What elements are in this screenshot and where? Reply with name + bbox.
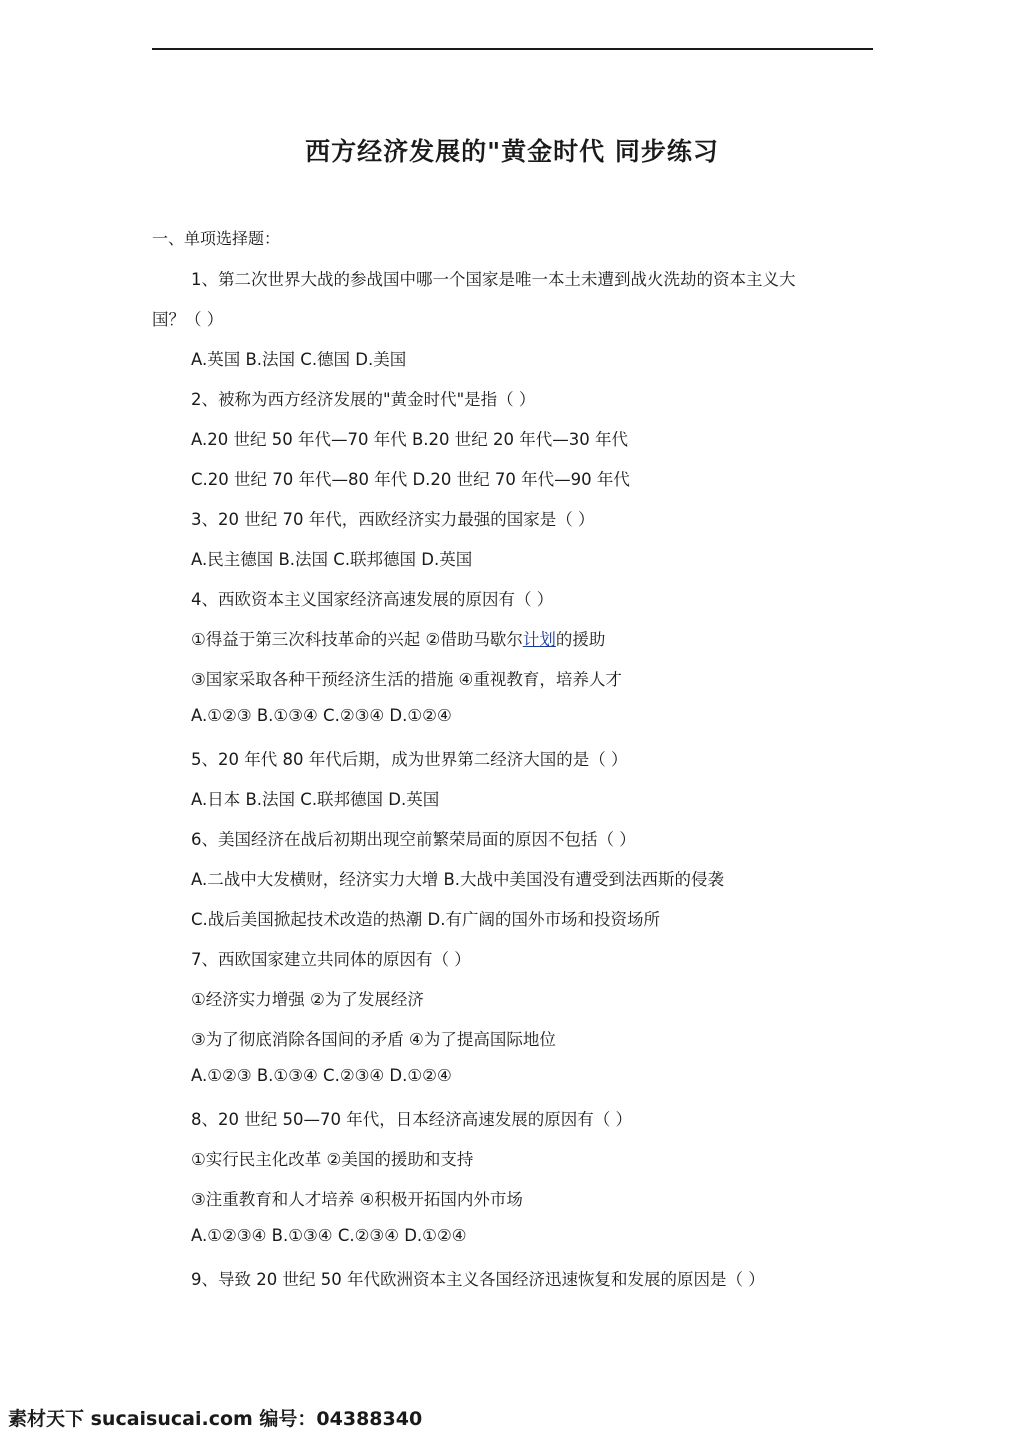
question-4-item-1-text: ①得益于第三次科技革命的兴起 ②借助马歇尔	[191, 630, 523, 649]
question-3-options: A.民主德国 B.法国 C.联邦德国 D.英国	[191, 550, 473, 569]
question-7-item-1: ①经济实力增强 ②为了发展经济	[191, 990, 424, 1009]
question-4-item-2: ③国家采取各种干预经济生活的措施 ④重视教育，培养人才	[191, 670, 622, 689]
question-1-line-1: 1、第二次世界大战的参战国中哪一个国家是唯一本土未遭到战火洗劫的资本主义大	[191, 270, 796, 289]
question-6-options-2: C.战后美国掀起技术改造的热潮 D.有广阔的国外市场和投资场所	[191, 910, 660, 929]
question-1-line-2: 国？（ ）	[152, 310, 224, 329]
question-4-item-1-suffix: 的援助	[555, 630, 606, 649]
question-5-options: A.日本 B.法国 C.联邦德国 D.英国	[191, 790, 440, 809]
question-1-options: A.英国 B.法国 C.德国 D.美国	[191, 350, 407, 369]
question-8-item-2: ③注重教育和人才培养 ④积极开拓国内外市场	[191, 1190, 523, 1209]
question-4-item-1	[191, 626, 605, 650]
question-3-stem: 3、20 世纪 70 年代，西欧经济实力最强的国家是（ ）	[191, 510, 595, 529]
question-5-stem: 5、20 年代 80 年代后期，成为世界第二经济大国的是（ ）	[191, 750, 628, 769]
question-2-options-1: A.20 世纪 50 年代—70 年代 B.20 世纪 20 年代—30 年代	[191, 430, 628, 449]
plan-link[interactable]: 计划	[522, 630, 556, 649]
question-7-item-2: ③为了彻底消除各国间的矛盾 ④为了提高国际地位	[191, 1030, 556, 1049]
page-title: 西方经济发展的"黄金时代 同步练习	[305, 137, 719, 166]
question-9-stem: 9、导致 20 世纪 50 年代欧洲资本主义各国经济迅速恢复和发展的原因是（ ）	[191, 1270, 765, 1289]
question-8-options: A.①②③④ B.①③④ C.②③④ D.①②④	[191, 1226, 467, 1245]
header-rule	[152, 48, 873, 50]
question-8-item-1: ①实行民主化改革 ②美国的援助和支持	[191, 1150, 474, 1169]
question-7-stem: 7、西欧国家建立共同体的原因有（ ）	[191, 950, 471, 969]
question-7-options: A.①②③ B.①③④ C.②③④ D.①②④	[191, 1066, 452, 1085]
question-2-options-2: C.20 世纪 70 年代—80 年代 D.20 世纪 70 年代—90 年代	[191, 470, 630, 489]
question-6-options-1: A.二战中大发横财，经济实力大增 B.大战中美国没有遭受到法西斯的侵袭	[191, 870, 725, 889]
question-6-stem: 6、美国经济在战后初期出现空前繁荣局面的原因不包括（ ）	[191, 830, 636, 849]
question-4-stem: 4、西欧资本主义国家经济高速发展的原因有（ ）	[191, 590, 554, 609]
section-heading: 一、单项选择题：	[152, 229, 281, 248]
question-2-stem: 2、被称为西方经济发展的"黄金时代"是指（ ）	[191, 390, 536, 409]
question-8-stem: 8、20 世纪 50—70 年代，日本经济高速发展的原因有（ ）	[191, 1110, 632, 1129]
watermark-text: 素材天下 sucaisucai.com 编号：04388340	[8, 1408, 423, 1430]
question-4-options: A.①②③ B.①③④ C.②③④ D.①②④	[191, 706, 452, 725]
